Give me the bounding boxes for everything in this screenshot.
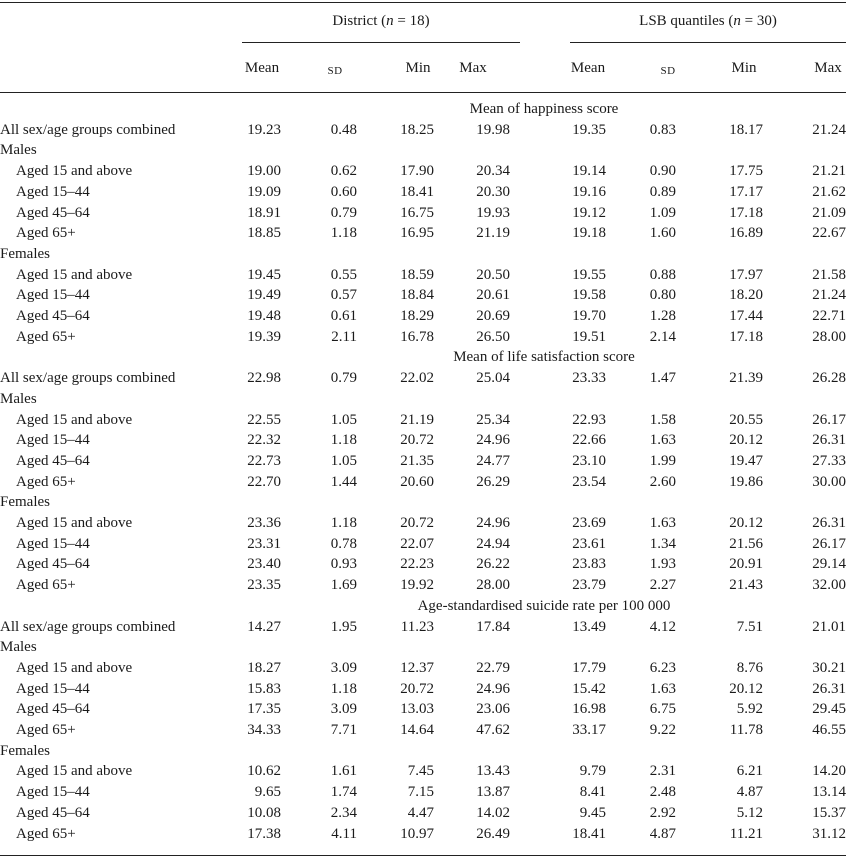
table-cell: 0.93 bbox=[330, 556, 357, 573]
table-cell: 19.14 bbox=[572, 163, 606, 180]
table-cell: 24.96 bbox=[476, 515, 510, 531]
table-cell: 27.33 bbox=[812, 452, 846, 469]
table-cell: 24.96 bbox=[476, 680, 510, 697]
table-cell: 1.93 bbox=[649, 556, 676, 573]
table-cell: 20.72 bbox=[400, 680, 434, 697]
table-cell: 0.57 bbox=[330, 287, 357, 304]
table-cell: 19.47 bbox=[729, 452, 763, 469]
table-cell: 24.94 bbox=[476, 535, 510, 552]
table-cell: 19.23 bbox=[247, 121, 281, 138]
table-cell: 12.37 bbox=[400, 659, 434, 676]
table-cell: 15.37 bbox=[812, 804, 846, 821]
table-cell: 18.17 bbox=[729, 121, 763, 138]
table-cell: 17.35 bbox=[247, 701, 281, 718]
group-header-district-n: 18 bbox=[409, 13, 425, 29]
table-cell: 2.11 bbox=[331, 328, 357, 345]
table-cell: 20.72 bbox=[400, 515, 434, 531]
table-cell: 17.97 bbox=[729, 266, 763, 283]
row-label: Aged 15 and above bbox=[16, 266, 133, 283]
table-cell: 17.38 bbox=[247, 825, 281, 842]
row-label: Aged 65+ bbox=[16, 473, 76, 490]
table-cell: 4.12 bbox=[649, 618, 676, 635]
group-header-lsb-label: LSB quantiles bbox=[639, 13, 725, 29]
table-cell: 9.79 bbox=[579, 763, 606, 780]
table-cell: 1.74 bbox=[330, 784, 357, 801]
table-cell: 23.40 bbox=[247, 556, 281, 573]
table-cell: 26.29 bbox=[476, 473, 510, 490]
row-label: All sex/age groups combined bbox=[0, 370, 176, 387]
table-cell: 11.78 bbox=[729, 722, 763, 738]
table-cell: 19.48 bbox=[247, 308, 281, 324]
table-cell: 19.39 bbox=[247, 328, 281, 345]
table-cell: 25.04 bbox=[476, 370, 510, 387]
table-cell: 26.49 bbox=[476, 825, 510, 842]
table-cell: 10.97 bbox=[400, 825, 434, 842]
table-cell: 23.06 bbox=[476, 701, 510, 718]
table-cell: 18.27 bbox=[247, 659, 281, 676]
header-rule bbox=[0, 92, 846, 93]
table-cell: 7.71 bbox=[330, 722, 357, 738]
table-cell: 5.12 bbox=[736, 804, 763, 821]
table-cell: 1.18 bbox=[330, 515, 357, 531]
table-cell: 32.00 bbox=[812, 577, 846, 594]
table-cell: 25.34 bbox=[476, 411, 510, 428]
table-cell: 46.55 bbox=[812, 722, 846, 738]
table-cell: 23.54 bbox=[572, 473, 606, 490]
table-cell: 4.11 bbox=[331, 825, 357, 842]
table-cell: 10.62 bbox=[247, 763, 281, 780]
table-cell: 1.63 bbox=[649, 515, 676, 531]
row-label: Aged 45–64 bbox=[16, 556, 90, 573]
row-label: Aged 15 and above bbox=[16, 659, 133, 676]
table-cell: 20.55 bbox=[729, 411, 763, 428]
table-cell: 3.09 bbox=[330, 659, 357, 676]
table-cell: 0.88 bbox=[649, 266, 676, 283]
group-rule-district bbox=[242, 42, 520, 43]
table-cell: 21.39 bbox=[729, 370, 763, 387]
table-cell: 1.61 bbox=[330, 763, 357, 780]
table-cell: 17.79 bbox=[572, 659, 606, 676]
row-label: Aged 45–64 bbox=[16, 308, 90, 324]
table-cell: 20.12 bbox=[729, 680, 763, 697]
table-cell: 19.98 bbox=[476, 121, 510, 138]
table-cell: 20.12 bbox=[729, 432, 763, 449]
table-cell: 19.92 bbox=[400, 577, 434, 594]
table-cell: 26.17 bbox=[812, 411, 846, 428]
row-label: Aged 15–44 bbox=[16, 784, 90, 801]
table-cell: 29.14 bbox=[812, 556, 846, 573]
table-cell: 19.09 bbox=[247, 183, 281, 200]
table-cell: 19.35 bbox=[572, 121, 606, 138]
section-title: Mean of life satisfaction score bbox=[453, 349, 635, 366]
table-cell: 2.27 bbox=[649, 577, 676, 594]
row-label: Aged 15–44 bbox=[16, 535, 90, 552]
table-cell: 2.92 bbox=[649, 804, 676, 821]
table-cell: 19.58 bbox=[572, 287, 606, 304]
table-cell: 11.21 bbox=[729, 825, 763, 842]
table-cell: 0.78 bbox=[330, 535, 357, 552]
table-cell: 0.83 bbox=[649, 121, 676, 138]
table-cell: 16.98 bbox=[572, 701, 606, 718]
table-cell: 26.28 bbox=[812, 370, 846, 387]
table-cell: 21.43 bbox=[729, 577, 763, 594]
table-cell: 19.49 bbox=[247, 287, 281, 304]
table-cell: 19.93 bbox=[476, 204, 510, 221]
table-cell: 0.79 bbox=[330, 204, 357, 221]
table-cell: 28.00 bbox=[812, 328, 846, 345]
table-cell: 0.60 bbox=[330, 183, 357, 200]
table-cell: 21.19 bbox=[400, 411, 434, 428]
table-cell: 21.35 bbox=[400, 452, 434, 469]
row-label: Aged 65+ bbox=[16, 577, 76, 594]
row-label: Aged 15–44 bbox=[16, 680, 90, 697]
table-cell: 20.61 bbox=[476, 287, 510, 304]
table-cell: 13.03 bbox=[400, 701, 434, 718]
table-cell: 22.55 bbox=[247, 411, 281, 428]
table-cell: 18.41 bbox=[572, 825, 606, 842]
table-cell: 19.18 bbox=[572, 225, 606, 242]
table-cell: 13.87 bbox=[476, 784, 510, 801]
table-cell: 1.09 bbox=[649, 204, 676, 221]
table-cell: 20.50 bbox=[476, 266, 510, 283]
table-cell: 22.93 bbox=[572, 411, 606, 428]
table-cell: 6.75 bbox=[649, 701, 676, 718]
table-cell: 23.10 bbox=[572, 452, 606, 469]
section-title: Mean of happiness score bbox=[469, 101, 619, 117]
row-label: Aged 15 and above bbox=[16, 763, 133, 780]
table-cell: 1.60 bbox=[649, 225, 676, 242]
table-cell: 0.55 bbox=[330, 266, 357, 283]
table-cell: 1.63 bbox=[649, 432, 676, 449]
table-cell: 30.21 bbox=[812, 659, 846, 676]
table-cell: 19.70 bbox=[572, 308, 606, 324]
table-cell: 22.23 bbox=[400, 556, 434, 573]
table-cell: 17.84 bbox=[476, 618, 510, 635]
n-symbol: n bbox=[386, 13, 394, 29]
table-cell: 15.42 bbox=[572, 680, 606, 697]
table-cell: 19.16 bbox=[572, 183, 606, 200]
table-cell: 21.21 bbox=[812, 163, 846, 180]
bottom-rule bbox=[0, 855, 846, 856]
table-cell: 1.18 bbox=[330, 432, 357, 449]
table-cell: 1.18 bbox=[330, 225, 357, 242]
table-cell: 18.84 bbox=[400, 287, 434, 304]
table-cell: 14.64 bbox=[400, 722, 434, 738]
table-cell: 33.17 bbox=[572, 722, 606, 738]
table-cell: 9.65 bbox=[254, 784, 281, 801]
top-rule bbox=[0, 2, 846, 3]
table-cell: 17.17 bbox=[729, 183, 763, 200]
column-header-min-district: Min bbox=[405, 60, 431, 76]
table-cell: 1.99 bbox=[649, 452, 676, 469]
row-label: All sex/age groups combined bbox=[0, 121, 176, 138]
table-cell: 7.51 bbox=[736, 618, 763, 635]
table-cell: 1.34 bbox=[649, 535, 676, 552]
table-cell: 22.71 bbox=[812, 308, 846, 324]
table-cell: 19.00 bbox=[247, 163, 281, 180]
table-cell: 21.09 bbox=[812, 204, 846, 221]
table-cell: 17.18 bbox=[729, 204, 763, 221]
table-cell: 1.63 bbox=[649, 680, 676, 697]
table-cell: 15.83 bbox=[247, 680, 281, 697]
table-cell: 0.89 bbox=[649, 183, 676, 200]
table-cell: 14.02 bbox=[476, 804, 510, 821]
table-cell: 26.31 bbox=[812, 680, 846, 697]
table-cell: 18.29 bbox=[400, 308, 434, 324]
row-label: All sex/age groups combined bbox=[0, 618, 176, 635]
table-cell: 21.19 bbox=[476, 225, 510, 242]
table-cell: 19.51 bbox=[572, 328, 606, 345]
table-cell: 9.22 bbox=[649, 722, 676, 738]
table-cell: 26.50 bbox=[476, 328, 510, 345]
row-label: Aged 45–64 bbox=[16, 804, 90, 821]
section-title: Age-standardised suicide rate per 100 000 bbox=[417, 597, 671, 614]
row-label: Aged 15 and above bbox=[16, 411, 133, 428]
table-cell: 17.90 bbox=[400, 163, 434, 180]
table-cell: 8.76 bbox=[736, 659, 763, 676]
table-cell: 11.23 bbox=[400, 618, 434, 635]
table-cell: 21.62 bbox=[812, 183, 846, 200]
table-cell: 17.75 bbox=[729, 163, 763, 180]
table-cell: 20.91 bbox=[729, 556, 763, 573]
table-cell: 1.47 bbox=[649, 370, 676, 387]
row-label: Aged 65+ bbox=[16, 328, 76, 345]
table-cell: 0.61 bbox=[330, 308, 357, 324]
table-cell: 2.60 bbox=[649, 473, 676, 490]
table-cell: 16.89 bbox=[729, 225, 763, 242]
table-cell: 1.95 bbox=[330, 618, 357, 635]
row-label: Aged 65+ bbox=[16, 825, 76, 842]
table-cell: 0.90 bbox=[649, 163, 676, 180]
table-cell: 20.30 bbox=[476, 183, 510, 200]
column-header-max-district: Max bbox=[459, 60, 487, 76]
table-cell: 0.79 bbox=[330, 370, 357, 387]
table-cell: 1.69 bbox=[330, 577, 357, 594]
table-cell: 1.44 bbox=[330, 473, 357, 490]
table-cell: 23.36 bbox=[247, 515, 281, 531]
column-header-min-lsb: Min bbox=[731, 60, 757, 76]
table-cell: 13.49 bbox=[572, 618, 606, 635]
table-cell: 8.41 bbox=[579, 784, 606, 801]
table-cell: 18.41 bbox=[400, 183, 434, 200]
table-cell: 17.44 bbox=[729, 308, 763, 324]
table-cell: 18.91 bbox=[247, 204, 281, 221]
table-cell: 20.12 bbox=[729, 515, 763, 531]
table-cell: 5.92 bbox=[736, 701, 763, 718]
table-cell: 20.60 bbox=[400, 473, 434, 490]
table-cell: 23.31 bbox=[247, 535, 281, 552]
table-cell: 4.87 bbox=[736, 784, 763, 801]
table-cell: 13.14 bbox=[812, 784, 846, 801]
group-header-district-label: District bbox=[332, 13, 378, 29]
table-cell: 18.85 bbox=[247, 225, 281, 242]
table-cell: 7.15 bbox=[407, 784, 434, 801]
table-cell: 19.55 bbox=[572, 266, 606, 283]
table-cell: 29.45 bbox=[812, 701, 846, 718]
row-label: Aged 15 and above bbox=[16, 163, 133, 180]
table-cell: 34.33 bbox=[247, 722, 281, 738]
group-label: Females bbox=[0, 245, 50, 262]
table-cell: 6.23 bbox=[649, 659, 676, 676]
table-cell: 1.18 bbox=[330, 680, 357, 697]
group-header-lsb: LSB quantiles (n = 30) bbox=[639, 13, 777, 29]
table-cell: 1.28 bbox=[649, 308, 676, 324]
table-cell: 26.17 bbox=[812, 535, 846, 552]
table-cell: 0.80 bbox=[649, 287, 676, 304]
table-cell: 22.32 bbox=[247, 432, 281, 449]
group-header-district: District (n = 18) bbox=[332, 13, 430, 29]
table-cell: 23.79 bbox=[572, 577, 606, 594]
table-cell: 0.62 bbox=[330, 163, 357, 180]
table-cell: 22.79 bbox=[476, 659, 510, 676]
table-cell: 0.48 bbox=[330, 121, 357, 138]
table-cell: 1.58 bbox=[649, 411, 676, 428]
table-cell: 21.24 bbox=[812, 287, 846, 304]
table-cell: 31.12 bbox=[812, 825, 846, 842]
column-header-sd-district: SD bbox=[327, 65, 343, 77]
table-cell: 26.22 bbox=[476, 556, 510, 573]
n-symbol: n bbox=[733, 13, 741, 29]
table-cell: 22.67 bbox=[812, 225, 846, 242]
table-cell: 23.61 bbox=[572, 535, 606, 552]
table-cell: 19.86 bbox=[729, 473, 763, 490]
table-cell: 22.73 bbox=[247, 452, 281, 469]
row-label: Aged 15 and above bbox=[16, 515, 133, 531]
table-cell: 23.83 bbox=[572, 556, 606, 573]
table-cell: 22.98 bbox=[247, 370, 281, 387]
table-cell: 2.34 bbox=[330, 804, 357, 821]
table-cell: 22.07 bbox=[400, 535, 434, 552]
row-label: Aged 45–64 bbox=[16, 452, 90, 469]
table-cell: 23.33 bbox=[572, 370, 606, 387]
table-cell: 1.05 bbox=[330, 411, 357, 428]
table-cell: 10.08 bbox=[247, 804, 281, 821]
row-label: Aged 15–44 bbox=[16, 287, 90, 304]
group-label: Males bbox=[0, 390, 37, 407]
column-header-mean-lsb: Mean bbox=[570, 60, 606, 76]
table-cell: 4.47 bbox=[407, 804, 434, 821]
table-cell: 24.77 bbox=[476, 452, 510, 469]
table-cell: 2.48 bbox=[649, 784, 676, 801]
column-header-sd-lsb: SD bbox=[660, 65, 676, 77]
column-header-max-lsb: Max bbox=[814, 60, 842, 76]
table-cell: 21.56 bbox=[729, 535, 763, 552]
group-label: Males bbox=[0, 142, 37, 159]
group-label: Females bbox=[0, 742, 50, 759]
table-cell: 24.96 bbox=[476, 432, 510, 449]
row-label: Aged 15–44 bbox=[16, 432, 90, 449]
table-cell: 47.62 bbox=[476, 722, 510, 738]
table-cell: 14.20 bbox=[812, 763, 846, 780]
table-cell: 16.95 bbox=[400, 225, 434, 242]
table-cell: 18.25 bbox=[400, 121, 434, 138]
table-cell: 3.09 bbox=[330, 701, 357, 718]
row-label: Aged 45–64 bbox=[16, 701, 90, 718]
table-cell: 4.87 bbox=[649, 825, 676, 842]
table-cell: 30.00 bbox=[812, 473, 846, 490]
table-cell: 23.69 bbox=[572, 515, 606, 531]
table-cell: 21.24 bbox=[812, 121, 846, 138]
table-cell: 22.02 bbox=[400, 370, 434, 387]
table-cell: 21.58 bbox=[812, 266, 846, 283]
table-cell: 16.78 bbox=[400, 328, 434, 345]
column-header-mean-district: Mean bbox=[244, 60, 280, 76]
table-cell: 13.43 bbox=[476, 763, 510, 780]
group-header-lsb-n: 30 bbox=[756, 13, 772, 29]
table-cell: 16.75 bbox=[400, 204, 434, 221]
table-cell: 22.70 bbox=[247, 473, 281, 490]
group-rule-lsb bbox=[570, 42, 846, 43]
table-cell: 20.72 bbox=[400, 432, 434, 449]
table-cell: 19.12 bbox=[572, 204, 606, 221]
row-label: Aged 45–64 bbox=[16, 204, 90, 221]
table-cell: 1.05 bbox=[330, 452, 357, 469]
table-cell: 17.18 bbox=[729, 328, 763, 345]
table-cell: 20.69 bbox=[476, 308, 510, 324]
row-label: Aged 65+ bbox=[16, 225, 76, 242]
table-cell: 2.31 bbox=[649, 763, 676, 780]
table-cell: 2.14 bbox=[649, 328, 676, 345]
table-cell: 23.35 bbox=[247, 577, 281, 594]
group-label: Females bbox=[0, 494, 50, 511]
table-cell: 26.31 bbox=[812, 515, 846, 531]
table-cell: 21.01 bbox=[812, 618, 846, 635]
table-cell: 22.66 bbox=[572, 432, 606, 449]
table-cell: 28.00 bbox=[476, 577, 510, 594]
table-cell: 26.31 bbox=[812, 432, 846, 449]
table-cell: 7.45 bbox=[407, 763, 434, 780]
table-cell: 9.45 bbox=[579, 804, 606, 821]
table-cell: 6.21 bbox=[736, 763, 763, 780]
table-cell: 14.27 bbox=[247, 618, 281, 635]
table-cell: 18.20 bbox=[729, 287, 763, 304]
row-label: Aged 15–44 bbox=[16, 183, 90, 200]
table-cell: 19.45 bbox=[247, 266, 281, 283]
row-label: Aged 65+ bbox=[16, 722, 76, 738]
group-label: Males bbox=[0, 639, 37, 656]
table-cell: 18.59 bbox=[400, 266, 434, 283]
table-cell: 20.34 bbox=[476, 163, 510, 180]
